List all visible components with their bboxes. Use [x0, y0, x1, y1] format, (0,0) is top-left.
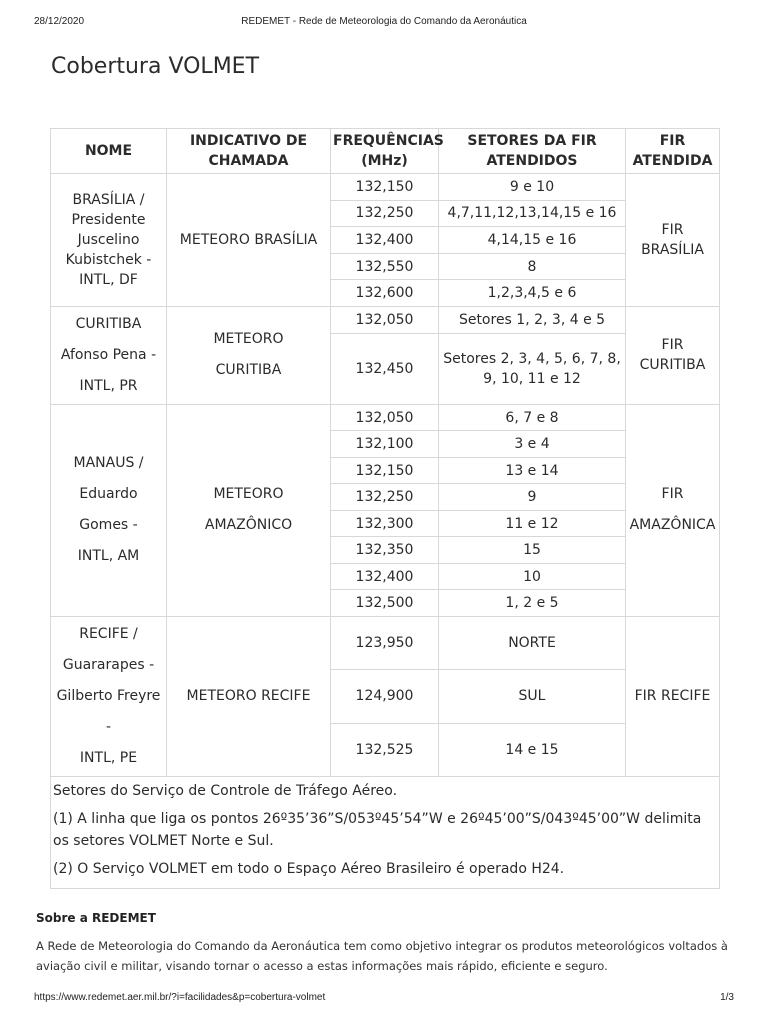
nome-recife: RECIFE / Guararapes - Gilberto Freyre - INTL, PE: [51, 616, 167, 776]
setores-cell: 10: [439, 563, 626, 590]
setores-cell: 6, 7 e 8: [439, 404, 626, 431]
freq-cell: 132,250: [331, 484, 439, 511]
fir-recife: FIR RECIFE: [626, 616, 720, 776]
indicativo-recife: METEORO RECIFE: [167, 616, 331, 776]
setores-cell: 4,7,11,12,13,14,15 e 16: [439, 200, 626, 227]
about-text: A Rede de Meteorologia do Comando da Aeronáutica tem como objetivo integrar os produtos meteorológicos voltados à aviação civil e militar, visando tornar o acesso a estas informações mais rápido, eficiente e seguro.: [36, 939, 728, 973]
freq-cell: 132,400: [331, 563, 439, 590]
table-row: [51, 404, 720, 431]
header-nome: NOME: [51, 129, 167, 174]
setores-cell: 3 e 4: [439, 431, 626, 458]
setores-cell: Setores 2, 3, 4, 5, 6, 7, 8, 9, 10, 11 e 12: [439, 334, 626, 405]
freq-cell: 132,150: [331, 457, 439, 484]
freq-cell: 132,050: [331, 404, 439, 431]
setores-cell: 9: [439, 484, 626, 511]
freq-cell: 132,600: [331, 280, 439, 307]
freq-cell: 132,500: [331, 590, 439, 617]
setores-cell: 4,14,15 e 16: [439, 227, 626, 254]
setores-cell: NORTE: [439, 616, 626, 669]
print-footer: [34, 992, 734, 1006]
freq-cell: 132,525: [331, 723, 439, 776]
print-page-number: 1/3: [720, 992, 734, 1003]
freq-cell: 132,300: [331, 510, 439, 537]
note-line: (2) O Serviço VOLMET em todo o Espaço Aéreo Brasileiro é operado H24.: [53, 860, 565, 877]
setores-cell: 15: [439, 537, 626, 564]
setores-cell: Setores 1, 2, 3, 4 e 5: [439, 306, 626, 333]
volmet-table: [50, 128, 720, 889]
about-title: Sobre a REDEMET: [36, 911, 156, 925]
freq-cell: 132,450: [331, 334, 439, 405]
table-header-row: [51, 129, 720, 174]
header-fir: FIR ATENDIDA: [626, 129, 720, 174]
freq-cell: 124,900: [331, 670, 439, 723]
header-setores: SETORES DA FIR ATENDIDOS: [439, 129, 626, 174]
header-frequencias: FREQUÊNCIAS (MHz): [331, 129, 439, 174]
fir-curitiba: FIR CURITIBA: [626, 306, 720, 404]
setores-cell: SUL: [439, 670, 626, 723]
note-line: Setores do Serviço de Controle de Tráfego Aéreo.: [53, 782, 398, 799]
notes-cell: [51, 776, 720, 888]
table-row: [51, 174, 720, 201]
setores-cell: 1,2,3,4,5 e 6: [439, 280, 626, 307]
freq-cell: 132,050: [331, 306, 439, 333]
freq-cell: 132,100: [331, 431, 439, 458]
table-row: [51, 306, 720, 333]
freq-cell: 132,150: [331, 174, 439, 201]
notes-row: [51, 776, 720, 888]
print-url: https://www.redemet.aer.mil.br/?i=facilidades&p=cobertura-volmet: [34, 992, 326, 1003]
setores-cell: 14 e 15: [439, 723, 626, 776]
nome-curitiba: CURITIBA Afonso Pena - INTL, PR: [51, 306, 167, 404]
print-doc-title: REDEMET - Rede de Meteorologia do Comando da Aeronáutica: [241, 16, 527, 27]
freq-cell: 132,550: [331, 253, 439, 280]
page-title: Cobertura VOLMET: [51, 54, 260, 79]
freq-cell: 132,400: [331, 227, 439, 254]
setores-cell: 8: [439, 253, 626, 280]
setores-cell: 9 e 10: [439, 174, 626, 201]
print-date: 28/12/2020: [34, 16, 85, 27]
freq-cell: 132,250: [331, 200, 439, 227]
print-header: [34, 16, 734, 32]
setores-cell: 1, 2 e 5: [439, 590, 626, 617]
freq-cell: 132,350: [331, 537, 439, 564]
setores-cell: 13 e 14: [439, 457, 626, 484]
table-row: [51, 616, 720, 669]
note-line: (1) A linha que liga os pontos 26º35’36”S/053º45’54”W e 26º45’00”S/043º45’00”W delimita os setores VOLMET Norte e Sul.: [53, 810, 702, 849]
indicativo-curitiba: METEORO CURITIBA: [167, 306, 331, 404]
setores-cell: 11 e 12: [439, 510, 626, 537]
freq-cell: 123,950: [331, 616, 439, 669]
fir-brasilia: FIR BRASÍLIA: [626, 174, 720, 307]
header-indicativo: INDICATIVO DE CHAMADA: [167, 129, 331, 174]
indicativo-brasilia: METEORO BRASÍLIA: [167, 174, 331, 307]
nome-brasilia: BRASÍLIA / Presidente Juscelino Kubistchek - INTL, DF: [51, 174, 167, 307]
nome-manaus: MANAUS / Eduardo Gomes - INTL, AM: [51, 404, 167, 616]
fir-manaus: FIR AMAZÔNICA: [626, 404, 720, 616]
indicativo-manaus: METEORO AMAZÔNICO: [167, 404, 331, 616]
